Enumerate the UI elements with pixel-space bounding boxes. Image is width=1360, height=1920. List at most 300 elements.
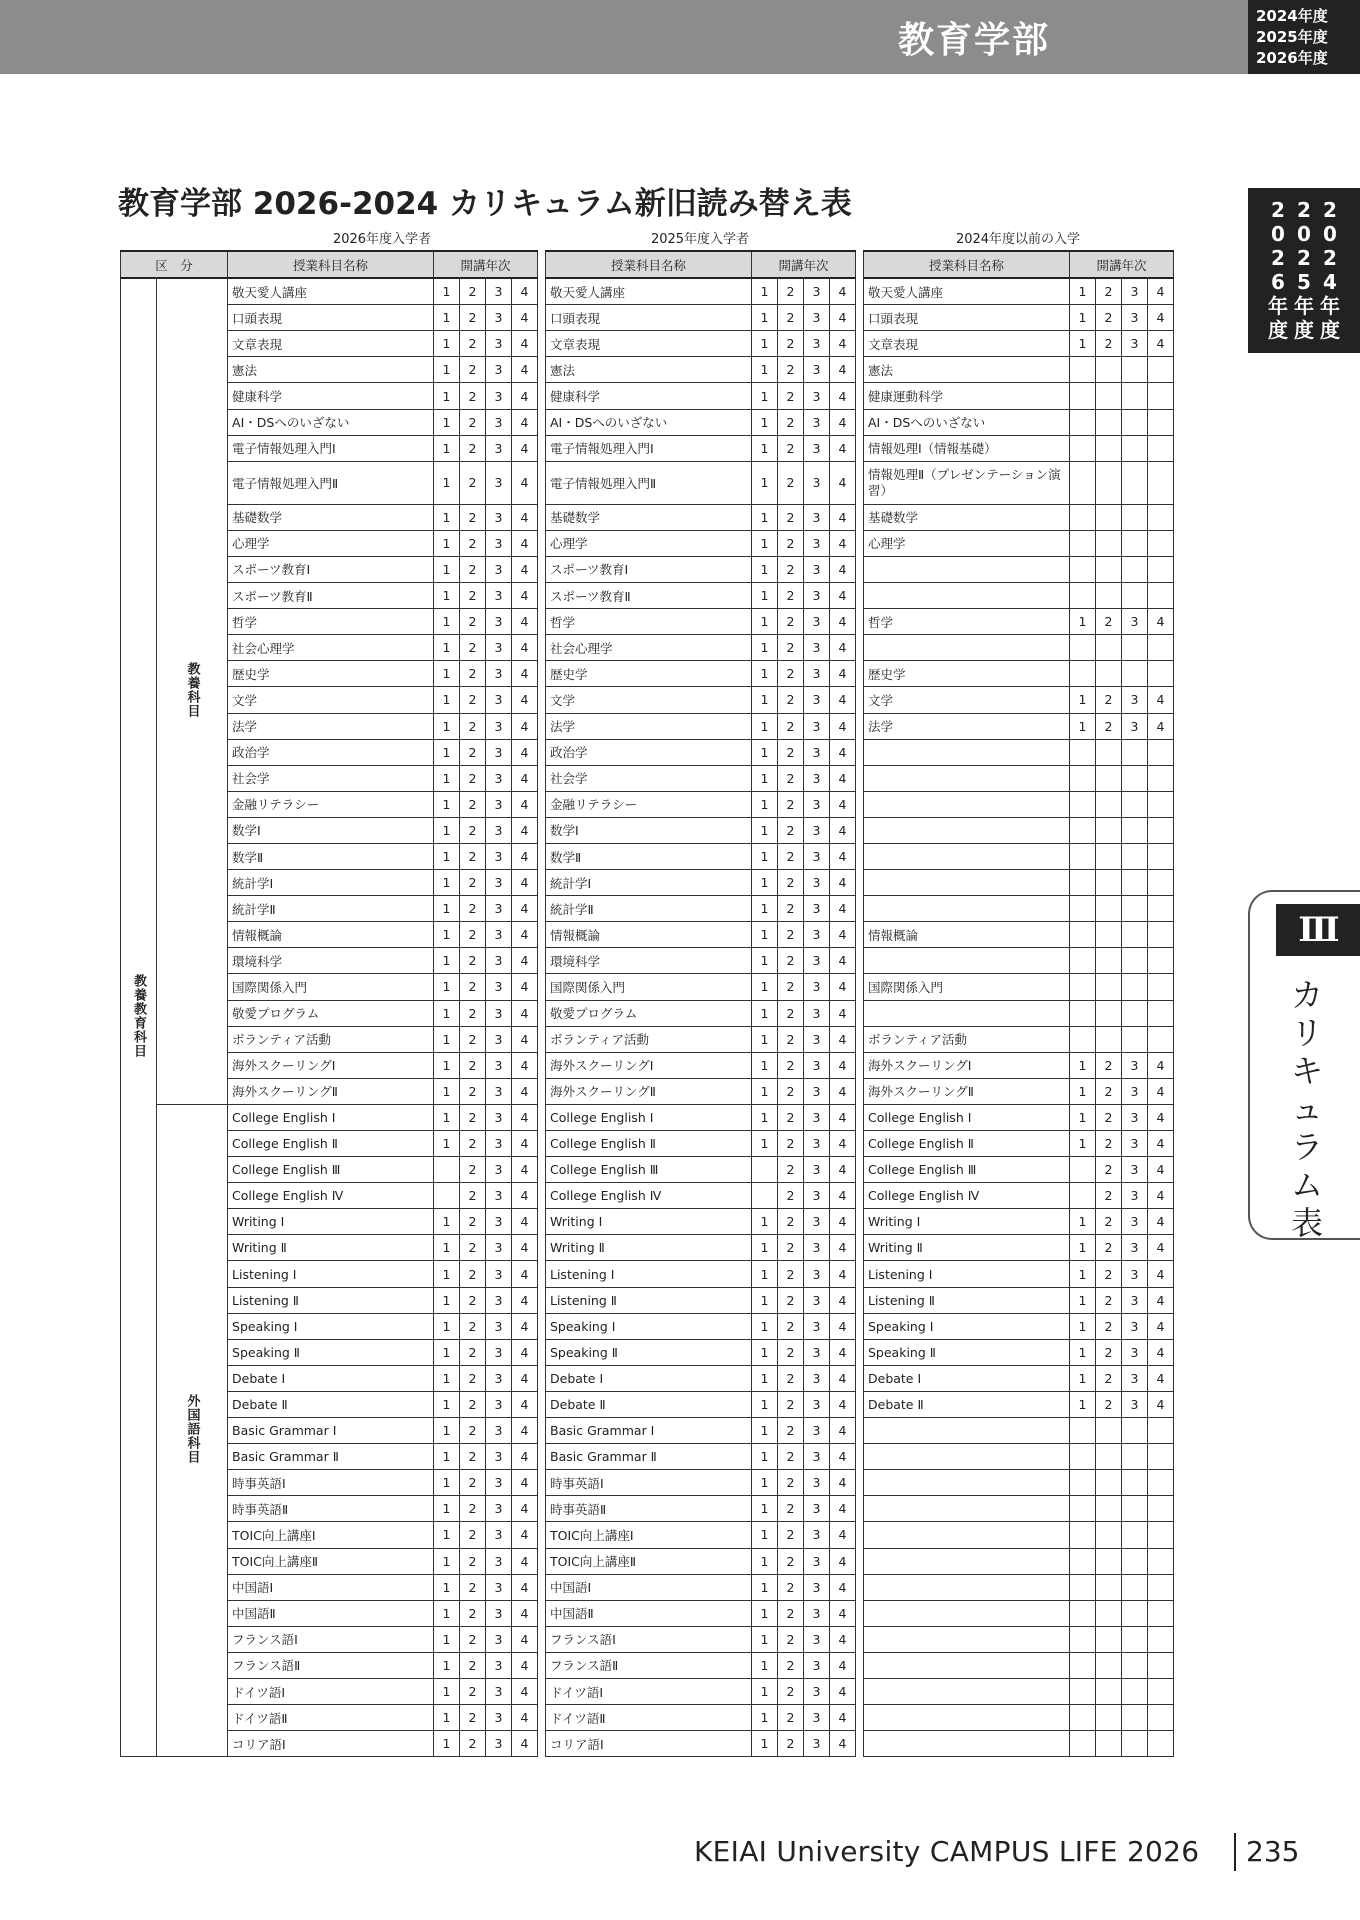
year-3-cell: 3 xyxy=(804,461,830,504)
year-3-cell: 3 xyxy=(486,1026,512,1052)
year-2-cell xyxy=(1096,974,1122,1000)
course-name: College English Ⅲ xyxy=(228,1157,434,1183)
course-name: ボランティア活動 xyxy=(546,1026,752,1052)
side-year-char: 2 xyxy=(1323,198,1337,222)
year-1-cell xyxy=(1070,504,1096,530)
year-1-cell xyxy=(1070,530,1096,556)
year-4-cell: 4 xyxy=(830,896,856,922)
year-1-cell: 1 xyxy=(434,739,460,765)
table-2024 xyxy=(863,250,1174,1757)
year-4-cell: 4 xyxy=(830,1548,856,1574)
year-1-cell: 1 xyxy=(434,635,460,661)
year-4-cell: 4 xyxy=(512,1705,538,1731)
year-1-cell: 1 xyxy=(752,1626,778,1652)
side-year-char: 度 xyxy=(1320,318,1340,342)
table-row xyxy=(121,278,538,305)
year-2-cell: 2 xyxy=(460,687,486,713)
year-1-cell: 1 xyxy=(752,1652,778,1678)
year-3-cell: 3 xyxy=(486,1000,512,1026)
year-1-cell: 1 xyxy=(752,817,778,843)
year-1-cell: 1 xyxy=(752,1548,778,1574)
year-4-cell: 4 xyxy=(1148,713,1174,739)
year-4-cell: 4 xyxy=(830,383,856,409)
year-1-cell: 1 xyxy=(1070,331,1096,357)
year-1-cell xyxy=(1070,843,1096,869)
year-1-cell: 1 xyxy=(752,948,778,974)
year-1-cell: 1 xyxy=(1070,1313,1096,1339)
course-name: 健康科学 xyxy=(546,383,752,409)
year-1-cell: 1 xyxy=(434,1235,460,1261)
year-3-cell: 3 xyxy=(804,1418,830,1444)
table-row xyxy=(546,1000,856,1026)
year-2-cell: 2 xyxy=(778,583,804,609)
year-4-cell: 4 xyxy=(1148,1104,1174,1130)
table-row xyxy=(864,1652,1174,1678)
course-name: 心理学 xyxy=(228,530,434,556)
year-1-cell xyxy=(1070,1157,1096,1183)
year-4-cell: 4 xyxy=(1148,1209,1174,1235)
side-year-char: 度 xyxy=(1294,318,1314,342)
year-4-cell: 4 xyxy=(830,331,856,357)
year-2-cell: 2 xyxy=(778,1626,804,1652)
year-3-cell: 3 xyxy=(486,1235,512,1261)
year-1-cell: 1 xyxy=(434,357,460,383)
course-name: 数学Ⅰ xyxy=(546,817,752,843)
course-name: 統計学Ⅱ xyxy=(228,896,434,922)
category-main-text: 教養教育科目 xyxy=(131,974,146,1059)
course-name: フランス語Ⅱ xyxy=(546,1652,752,1678)
year-4-cell xyxy=(1148,1705,1174,1731)
course-name xyxy=(864,1705,1070,1731)
year-1-cell xyxy=(1070,791,1096,817)
course-name xyxy=(864,739,1070,765)
course-name: 健康科学 xyxy=(228,383,434,409)
table-row xyxy=(864,1078,1174,1104)
year-2-cell: 2 xyxy=(460,1548,486,1574)
year-4-cell xyxy=(1148,504,1174,530)
year-1-cell: 1 xyxy=(752,1705,778,1731)
year-1-cell: 1 xyxy=(434,1705,460,1731)
table-row xyxy=(121,1104,538,1130)
year-1-cell: 1 xyxy=(434,765,460,791)
year-2-cell: 2 xyxy=(460,1209,486,1235)
course-name: 環境科学 xyxy=(228,948,434,974)
year-3-cell: 3 xyxy=(804,530,830,556)
year-4-cell: 4 xyxy=(830,1052,856,1078)
table-row xyxy=(864,713,1174,739)
year-4-cell xyxy=(1148,1522,1174,1548)
year-1-cell xyxy=(1070,765,1096,791)
course-name: College English Ⅳ xyxy=(864,1183,1070,1209)
table-row xyxy=(546,278,856,305)
year-1-cell: 1 xyxy=(752,635,778,661)
year-3-cell xyxy=(1122,791,1148,817)
year-2-cell: 2 xyxy=(1096,1157,1122,1183)
course-name: 国際関係入門 xyxy=(546,974,752,1000)
table-row xyxy=(864,1104,1174,1130)
year-3-cell xyxy=(1122,583,1148,609)
year-2-cell xyxy=(1096,817,1122,843)
year-2-cell: 2 xyxy=(778,1131,804,1157)
year-3-cell: 3 xyxy=(804,357,830,383)
year-2-cell: 2 xyxy=(460,1652,486,1678)
year-4-cell: 4 xyxy=(512,1548,538,1574)
year-4-cell: 4 xyxy=(1148,1235,1174,1261)
course-name: 哲学 xyxy=(228,609,434,635)
table-row xyxy=(546,635,856,661)
table-row xyxy=(546,583,856,609)
year-2-cell: 2 xyxy=(460,1339,486,1365)
course-name: 情報概論 xyxy=(864,922,1070,948)
year-2-cell: 2 xyxy=(460,713,486,739)
year-3-cell: 3 xyxy=(486,305,512,331)
year-4-cell: 4 xyxy=(1148,1339,1174,1365)
year-1-cell: 1 xyxy=(434,609,460,635)
year-3-cell: 3 xyxy=(804,1678,830,1704)
year-4-cell: 4 xyxy=(512,713,538,739)
year-1-cell: 1 xyxy=(752,1731,778,1757)
table-row xyxy=(546,1391,856,1417)
year-4-cell: 4 xyxy=(512,609,538,635)
year-2-cell xyxy=(1096,765,1122,791)
year-3-cell: 3 xyxy=(486,435,512,461)
year-2-cell: 2 xyxy=(460,331,486,357)
course-name: 文学 xyxy=(864,687,1070,713)
year-3-cell: 3 xyxy=(804,435,830,461)
course-name: 敬天愛人講座 xyxy=(546,278,752,305)
year-4-cell: 4 xyxy=(512,791,538,817)
year-2-cell: 2 xyxy=(460,1287,486,1313)
year-1-cell xyxy=(1070,1705,1096,1731)
year-2-cell: 2 xyxy=(460,583,486,609)
year-3-cell: 3 xyxy=(1122,1261,1148,1287)
year-4-cell: 4 xyxy=(512,1574,538,1600)
year-2-cell: 2 xyxy=(460,1626,486,1652)
category-general xyxy=(157,278,228,1104)
year-3-cell: 3 xyxy=(804,922,830,948)
course-name: 法学 xyxy=(546,713,752,739)
year-2-cell: 2 xyxy=(778,1261,804,1287)
course-name: College English Ⅰ xyxy=(546,1104,752,1130)
course-name xyxy=(864,1574,1070,1600)
year-4-cell: 4 xyxy=(1148,331,1174,357)
year-1-cell xyxy=(434,1183,460,1209)
year-1-cell: 1 xyxy=(752,1287,778,1313)
course-name: 環境科学 xyxy=(546,948,752,974)
course-header: 授業科目名称 xyxy=(546,251,752,278)
table-row xyxy=(546,1078,856,1104)
year-4-cell: 4 xyxy=(512,383,538,409)
year-3-cell: 3 xyxy=(804,1522,830,1548)
year-1-cell xyxy=(1070,870,1096,896)
year-1-cell: 1 xyxy=(434,409,460,435)
table-row xyxy=(546,739,856,765)
course-name xyxy=(864,1470,1070,1496)
year-3-cell: 3 xyxy=(486,765,512,791)
table-row xyxy=(546,922,856,948)
course-name xyxy=(864,1600,1070,1626)
year-2-cell: 2 xyxy=(778,1026,804,1052)
course-name: 電子情報処理入門Ⅰ xyxy=(228,435,434,461)
year-2-cell: 2 xyxy=(778,1470,804,1496)
table-row xyxy=(546,609,856,635)
year-4-cell: 4 xyxy=(830,817,856,843)
header-year: 2025年度 xyxy=(1256,28,1328,46)
year-4-cell: 4 xyxy=(512,409,538,435)
course-name: Writing Ⅰ xyxy=(546,1209,752,1235)
year-4-cell: 4 xyxy=(830,765,856,791)
year-4-cell xyxy=(1148,357,1174,383)
year-2-cell: 2 xyxy=(460,1157,486,1183)
year-2-cell: 2 xyxy=(778,409,804,435)
course-name: Speaking Ⅰ xyxy=(546,1313,752,1339)
table-row xyxy=(864,870,1174,896)
year-3-cell: 3 xyxy=(486,1339,512,1365)
year-3-cell: 3 xyxy=(486,1391,512,1417)
table-row xyxy=(546,1678,856,1704)
course-name xyxy=(864,1626,1070,1652)
side-year-char: 0 xyxy=(1323,222,1337,246)
year-4-cell: 4 xyxy=(830,305,856,331)
course-name: 電子情報処理入門Ⅱ xyxy=(546,461,752,504)
year-4-cell: 4 xyxy=(830,1104,856,1130)
table-row xyxy=(546,1131,856,1157)
year-2-cell xyxy=(1096,1548,1122,1574)
year-1-cell xyxy=(1070,635,1096,661)
table-row xyxy=(546,1339,856,1365)
year-3-cell: 3 xyxy=(804,1574,830,1600)
year-1-cell: 1 xyxy=(752,870,778,896)
year-4-cell: 4 xyxy=(830,1391,856,1417)
course-name: 国際関係入門 xyxy=(864,974,1070,1000)
table-row xyxy=(546,661,856,687)
year-2-cell: 2 xyxy=(460,305,486,331)
table-row xyxy=(864,1313,1174,1339)
year-1-cell: 1 xyxy=(752,765,778,791)
year-2-cell: 2 xyxy=(460,278,486,305)
course-name xyxy=(864,1444,1070,1470)
year-3-cell: 3 xyxy=(486,948,512,974)
year-2-cell: 2 xyxy=(460,530,486,556)
table-row xyxy=(546,1548,856,1574)
year-4-cell xyxy=(1148,739,1174,765)
year-1-cell: 1 xyxy=(1070,1052,1096,1078)
table-row xyxy=(864,661,1174,687)
year-2-cell: 2 xyxy=(778,1157,804,1183)
table-row xyxy=(546,357,856,383)
year-2-cell: 2 xyxy=(778,504,804,530)
table-row xyxy=(864,1496,1174,1522)
year-4-cell: 4 xyxy=(512,530,538,556)
year-3-cell: 3 xyxy=(1122,1313,1148,1339)
year-1-cell: 1 xyxy=(1070,1365,1096,1391)
course-name: 歴史学 xyxy=(546,661,752,687)
year-2-cell xyxy=(1096,1026,1122,1052)
course-name xyxy=(864,791,1070,817)
year-1-cell: 1 xyxy=(1070,1391,1096,1417)
year-2-cell: 2 xyxy=(778,1418,804,1444)
year-2-cell: 2 xyxy=(460,1600,486,1626)
year-4-cell: 4 xyxy=(830,1339,856,1365)
year-3-cell: 3 xyxy=(486,1574,512,1600)
year-2-cell: 2 xyxy=(778,435,804,461)
year-4-cell: 4 xyxy=(512,583,538,609)
year-3-cell: 3 xyxy=(804,1235,830,1261)
year-4-cell: 4 xyxy=(512,817,538,843)
course-name: College English Ⅲ xyxy=(864,1157,1070,1183)
year-2-cell: 2 xyxy=(460,635,486,661)
year-1-cell: 1 xyxy=(1070,609,1096,635)
course-name: 敬天愛人講座 xyxy=(228,278,434,305)
course-name: スポーツ教育Ⅱ xyxy=(228,583,434,609)
course-name: 歴史学 xyxy=(864,661,1070,687)
year-2-cell: 2 xyxy=(778,687,804,713)
course-name: 数学Ⅱ xyxy=(546,843,752,869)
year-1-cell: 1 xyxy=(434,1600,460,1626)
year-2-cell xyxy=(1096,1574,1122,1600)
year-2-cell: 2 xyxy=(778,1000,804,1026)
year-4-cell: 4 xyxy=(512,556,538,582)
table-row xyxy=(546,817,856,843)
year-1-cell xyxy=(1070,817,1096,843)
table-row xyxy=(864,305,1174,331)
course-name: 文学 xyxy=(546,687,752,713)
year-3-cell xyxy=(1122,435,1148,461)
course-name: Debate Ⅰ xyxy=(864,1365,1070,1391)
year-1-cell: 1 xyxy=(752,1052,778,1078)
year-2-cell: 2 xyxy=(778,1313,804,1339)
year-2-cell: 2 xyxy=(460,739,486,765)
year-2-cell: 2 xyxy=(778,896,804,922)
year-2-cell xyxy=(1096,1678,1122,1704)
year-4-cell: 4 xyxy=(830,1131,856,1157)
course-name: Debate Ⅰ xyxy=(546,1365,752,1391)
year-3-cell: 3 xyxy=(804,870,830,896)
year-4-cell: 4 xyxy=(830,1522,856,1548)
course-name: 法学 xyxy=(228,713,434,739)
table-row xyxy=(864,1209,1174,1235)
year-3-cell: 3 xyxy=(804,1131,830,1157)
table-row xyxy=(864,331,1174,357)
year-4-cell xyxy=(1148,1678,1174,1704)
table-row xyxy=(864,1339,1174,1365)
course-name: スポーツ教育Ⅱ xyxy=(546,583,752,609)
course-name: Writing Ⅱ xyxy=(546,1235,752,1261)
table-row xyxy=(546,1104,856,1130)
year-2-cell: 2 xyxy=(460,1522,486,1548)
year-3-cell: 3 xyxy=(804,1287,830,1313)
table-row xyxy=(864,635,1174,661)
year-4-cell: 4 xyxy=(830,1705,856,1731)
year-2-cell: 2 xyxy=(460,1496,486,1522)
course-name: Writing Ⅱ xyxy=(228,1235,434,1261)
year-3-cell xyxy=(1122,948,1148,974)
year-2-cell xyxy=(1096,357,1122,383)
year-4-cell: 4 xyxy=(512,922,538,948)
year-3-cell xyxy=(1122,357,1148,383)
year-3-cell: 3 xyxy=(804,556,830,582)
year-3-cell: 3 xyxy=(804,1339,830,1365)
year-2-cell xyxy=(1096,922,1122,948)
side-year-char: 2 xyxy=(1323,246,1337,270)
year-1-cell: 1 xyxy=(1070,278,1096,305)
table-row xyxy=(546,1183,856,1209)
year-header: 開講年次 xyxy=(1070,251,1174,278)
year-2-cell: 2 xyxy=(1096,1131,1122,1157)
table-row xyxy=(864,1574,1174,1600)
year-4-cell: 4 xyxy=(830,1652,856,1678)
year-2-cell: 2 xyxy=(460,1104,486,1130)
year-4-cell: 4 xyxy=(512,1157,538,1183)
course-name: College English Ⅰ xyxy=(864,1104,1070,1130)
year-1-cell: 1 xyxy=(752,661,778,687)
year-3-cell: 3 xyxy=(486,635,512,661)
year-1-cell: 1 xyxy=(434,1000,460,1026)
year-2-cell: 2 xyxy=(778,1287,804,1313)
year-3-cell xyxy=(1122,383,1148,409)
year-3-cell: 3 xyxy=(1122,1287,1148,1313)
course-name: 金融リテラシー xyxy=(546,791,752,817)
year-3-cell xyxy=(1122,739,1148,765)
year-4-cell: 4 xyxy=(1148,1131,1174,1157)
course-name: TOIC向上講座Ⅱ xyxy=(546,1548,752,1574)
table-row xyxy=(546,1444,856,1470)
year-4-cell: 4 xyxy=(830,409,856,435)
year-1-cell: 1 xyxy=(752,357,778,383)
year-1-cell: 1 xyxy=(752,435,778,461)
course-name: フランス語Ⅰ xyxy=(228,1626,434,1652)
year-4-cell: 4 xyxy=(830,530,856,556)
year-2-cell xyxy=(1096,739,1122,765)
year-4-cell: 4 xyxy=(830,922,856,948)
year-4-cell: 4 xyxy=(830,635,856,661)
year-4-cell: 4 xyxy=(512,1600,538,1626)
year-3-cell: 3 xyxy=(804,1026,830,1052)
table-row xyxy=(864,1000,1174,1026)
course-name xyxy=(864,583,1070,609)
year-4-cell: 4 xyxy=(512,1470,538,1496)
year-2-cell: 2 xyxy=(778,1444,804,1470)
course-name: 社会学 xyxy=(546,765,752,791)
year-2-cell: 2 xyxy=(460,1705,486,1731)
year-1-cell: 1 xyxy=(752,504,778,530)
year-1-cell: 1 xyxy=(752,896,778,922)
course-name: College English Ⅳ xyxy=(228,1183,434,1209)
year-2-cell: 2 xyxy=(778,843,804,869)
table-row xyxy=(864,609,1174,635)
year-3-cell: 3 xyxy=(804,1104,830,1130)
year-1-cell: 1 xyxy=(434,843,460,869)
table-row xyxy=(864,843,1174,869)
year-4-cell: 4 xyxy=(512,687,538,713)
course-name: 口頭表現 xyxy=(864,305,1070,331)
chapter-tab[interactable] xyxy=(1248,890,1360,1240)
year-2-cell xyxy=(1096,1496,1122,1522)
course-name: College English Ⅳ xyxy=(546,1183,752,1209)
year-3-cell: 3 xyxy=(486,1078,512,1104)
year-3-cell: 3 xyxy=(1122,1391,1148,1417)
year-3-cell: 3 xyxy=(804,896,830,922)
year-2-cell: 2 xyxy=(460,1078,486,1104)
table-row xyxy=(864,1391,1174,1417)
year-4-cell xyxy=(1148,1496,1174,1522)
year-2-cell xyxy=(1096,791,1122,817)
year-1-cell: 1 xyxy=(752,409,778,435)
course-name: 時事英語Ⅰ xyxy=(228,1470,434,1496)
course-name xyxy=(864,948,1070,974)
year-3-cell: 3 xyxy=(804,974,830,1000)
course-name: 海外スクーリングⅠ xyxy=(864,1052,1070,1078)
